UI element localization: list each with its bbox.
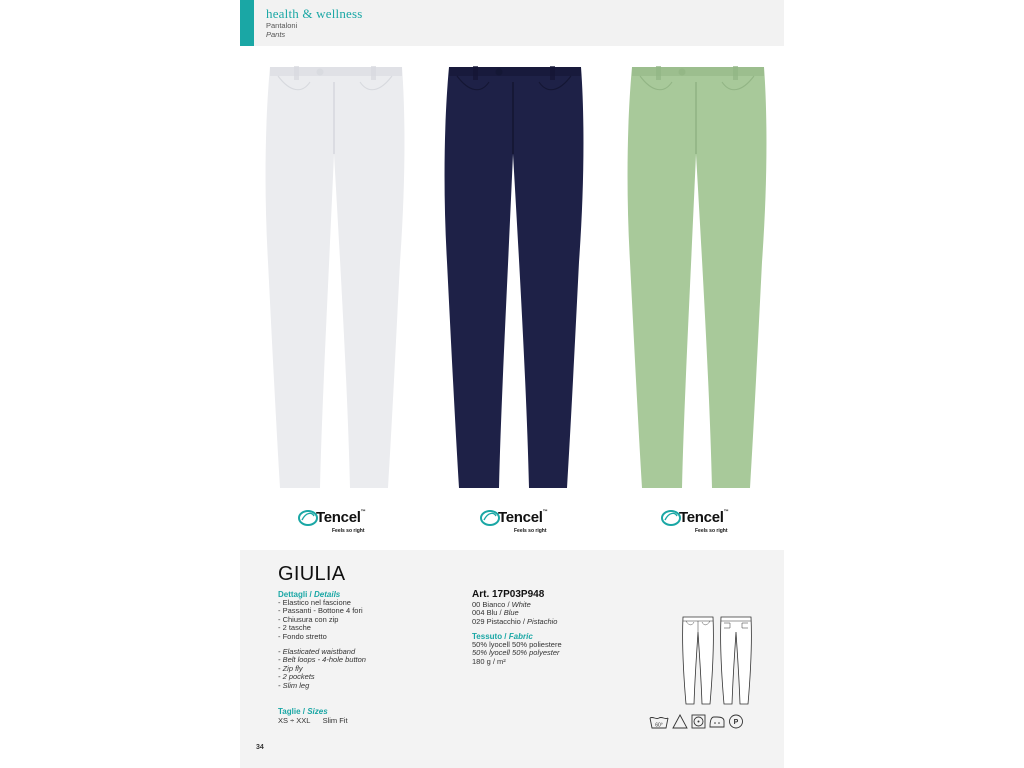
- color-code: 00 Bianco /: [472, 600, 510, 609]
- category-subtitle-en: Pants: [266, 30, 286, 39]
- details-list-en: [278, 648, 366, 690]
- colors-list: [472, 601, 557, 626]
- product-image-navy: [429, 62, 599, 494]
- fabric-weight: 180 g / m²: [472, 656, 506, 666]
- details-heading-en: Details: [314, 590, 341, 599]
- sizes-row: [278, 716, 348, 725]
- tencel-leaf-icon: [480, 508, 500, 528]
- tencel-brand: Tencel: [498, 509, 543, 526]
- product-image-white: [250, 62, 420, 494]
- page-number: 34: [256, 744, 264, 751]
- details-list-it: [278, 599, 363, 641]
- color-name-en: White: [511, 600, 531, 609]
- detail-item-en: - 2 pockets: [278, 672, 315, 682]
- detail-item: - Passanti - Bottone 4 fori: [278, 606, 363, 616]
- iron-icon: [710, 717, 724, 727]
- detail-item-en: - Slim leg: [278, 680, 310, 690]
- sizes-range: XS ÷ XXL: [278, 716, 311, 725]
- tencel-logo: [298, 506, 388, 538]
- tencel-logo: [661, 506, 751, 538]
- fabric-it: 50% lyocell 50% poliestere: [472, 640, 562, 649]
- technical-sketch: [680, 614, 756, 706]
- dry-clean-p-icon: [730, 715, 743, 728]
- sizes-heading-en: Sizes: [307, 707, 328, 716]
- details-heading-it: Dettagli /: [278, 590, 312, 599]
- detail-item: - Elastico nel fascione: [278, 598, 351, 607]
- tencel-tm: ™: [360, 509, 366, 515]
- detail-item: - Chiusura con zip: [278, 614, 339, 624]
- tencel-logo: [480, 506, 570, 538]
- category-title: health & wellness: [266, 6, 363, 21]
- tencel-brand: Tencel: [679, 509, 724, 526]
- tencel-brand: Tencel: [316, 509, 361, 526]
- category-subtitle-it: Pantaloni: [266, 21, 298, 30]
- tencel-tm: ™: [723, 509, 729, 515]
- article-number: Art. 17P03P948: [472, 589, 545, 600]
- fabric-heading-en: Fabric: [508, 632, 533, 641]
- fabric-list: [472, 641, 562, 666]
- tencel-tagline: Feels so right: [695, 528, 728, 534]
- sizes-heading-it: Taglie /: [278, 707, 305, 716]
- catalog-page: [240, 0, 784, 768]
- wash-temp: 60°: [655, 722, 663, 729]
- tencel-leaf-icon: [298, 508, 318, 528]
- color-name-en: Blue: [503, 608, 519, 618]
- tencel-tagline: Feels so right: [514, 528, 547, 534]
- color-item: [472, 618, 557, 626]
- product-title: GIULIA: [278, 563, 346, 585]
- svg-text:P: P: [733, 719, 739, 726]
- detail-item-en: - Belt loops - 4-hole button: [278, 655, 366, 665]
- header-accent-bar: [240, 0, 254, 46]
- tencel-leaf-icon: [661, 508, 681, 528]
- tencel-tm: ™: [542, 509, 548, 515]
- fabric-heading-it: Tessuto /: [472, 632, 507, 641]
- color-name-en: Pistachio: [527, 616, 558, 626]
- color-code: 004 Blu /: [472, 608, 502, 618]
- detail-item-en: - Zip fly: [278, 663, 303, 673]
- product-image-pistachio: [612, 62, 782, 494]
- sizes-heading: [278, 707, 328, 716]
- bleach-triangle-icon: [673, 715, 687, 728]
- color-code: 029 Pistacchio /: [472, 616, 525, 626]
- detail-item: - Fondo stretto: [278, 631, 327, 641]
- detail-item-en: - Elasticated waistband: [278, 647, 356, 656]
- tencel-tagline: Feels so right: [332, 528, 365, 534]
- detail-item: - 2 tasche: [278, 623, 311, 633]
- tumble-dry-icon: [692, 715, 705, 728]
- fabric-en: 50% lyocell 50% polyester: [472, 648, 560, 658]
- care-symbols: [648, 711, 758, 731]
- sizes-fit: Slim Fit: [322, 716, 348, 725]
